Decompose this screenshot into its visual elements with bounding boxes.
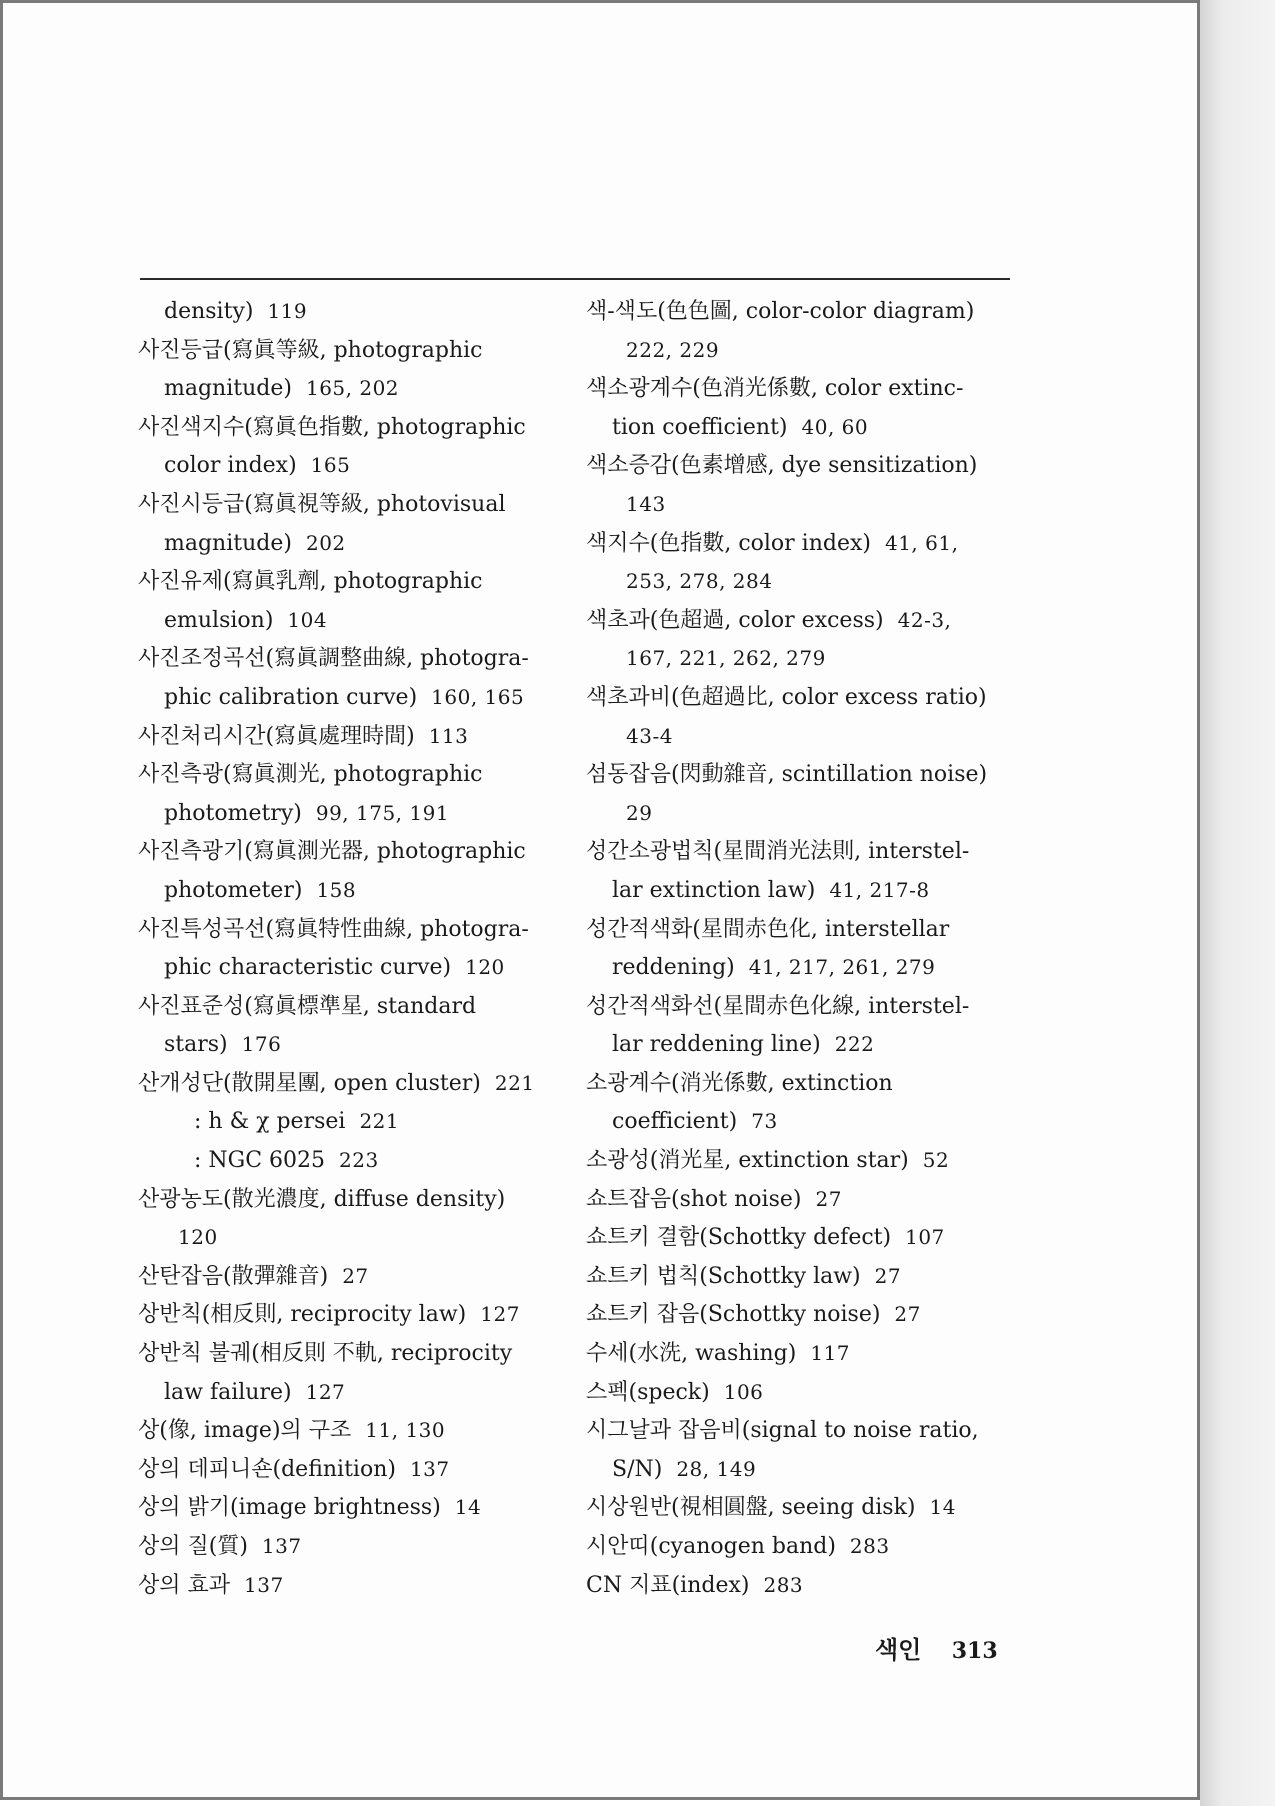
entry-term: 상반칙 불궤(相反則 不軌, reciprocity — [138, 1341, 513, 1367]
index-entry-line — [138, 369, 578, 408]
entry-pages: 14 — [454, 1495, 482, 1520]
entry-term: emulsion) — [164, 607, 274, 633]
index-entry-line — [138, 485, 578, 524]
index-entry-line — [138, 1450, 578, 1489]
entry-term: 산광농도(散光濃度, diffuse density) — [138, 1186, 506, 1212]
index-entry-line — [138, 948, 578, 987]
entry-term: : h & χ persei — [194, 1109, 346, 1135]
index-entry-line — [138, 910, 578, 949]
index-entry-line — [138, 292, 578, 331]
entry-term: 상의 효과 — [138, 1572, 231, 1598]
entry-pages: 143 — [626, 491, 666, 516]
index-entry-line — [138, 755, 578, 794]
index-entry-line — [138, 678, 578, 717]
entry-term: reddening) — [612, 955, 735, 981]
index-entry-line — [586, 1450, 1022, 1489]
entry-pages: 167, 221, 262, 279 — [626, 646, 826, 671]
entry-term: 시안띠(cyanogen band) — [586, 1534, 836, 1559]
entry-term: phic calibration curve) — [164, 684, 418, 710]
index-entry-line — [586, 1257, 1022, 1296]
entry-term: 사진표준성(寫眞標準星, standard — [138, 993, 477, 1019]
index-entry-line — [586, 331, 1022, 370]
index-entry-line — [138, 1218, 578, 1257]
entry-term: 시그날과 잡음비(signal to noise ratio, — [586, 1418, 979, 1444]
entry-pages: 113 — [428, 723, 469, 748]
index-entry-line — [586, 446, 1022, 485]
entry-term: 사진측광(寫眞測光, photographic — [138, 762, 483, 788]
entry-pages: 127 — [480, 1302, 520, 1327]
entry-pages: 160, 165 — [431, 684, 525, 709]
index-entry-line — [586, 1102, 1022, 1141]
index-entry-line — [586, 562, 1022, 601]
index-entry-line — [586, 1527, 1022, 1566]
index-entry-line — [138, 1411, 578, 1450]
entry-pages: 221 — [359, 1109, 400, 1134]
entry-pages: 11, 130 — [365, 1418, 446, 1443]
entry-term: : NGC 6025 — [194, 1148, 326, 1174]
entry-pages: 27 — [874, 1263, 902, 1288]
entry-term: 사진시등급(寫眞視等級, photovisual — [138, 491, 506, 517]
entry-pages: 165 — [310, 453, 351, 478]
entry-term: density) — [164, 299, 254, 324]
entry-term: coefficient) — [612, 1109, 738, 1135]
entry-term: 소광계수(消光係數, extinction — [586, 1070, 893, 1096]
entry-term: 성간소광법칙(星間消光法則, interstel- — [586, 839, 970, 865]
entry-pages: 120 — [178, 1225, 218, 1250]
entry-pages: 137 — [261, 1534, 302, 1558]
entry-term: 사진처리시간(寫眞處理時間) — [138, 723, 415, 749]
entry-term: 색초과비(色超過比, color excess ratio) — [586, 684, 987, 710]
entry-term: tion coefficient) — [612, 414, 788, 440]
entry-term: 수세(水洗, washing) — [586, 1341, 797, 1367]
entry-term: 상의 밝기(image brightness) — [138, 1495, 441, 1521]
entry-term: 색초과(色超過, color excess) — [586, 607, 884, 633]
entry-term: 사진특성곡선(寫眞特性曲線, photogra- — [138, 916, 529, 942]
index-entry-line — [138, 832, 578, 871]
index-entry-line — [586, 1373, 1022, 1412]
page-footer — [875, 1630, 998, 1665]
entry-term: 색-색도(色色圖, color-color diagram) — [586, 299, 975, 324]
index-entry-line — [586, 601, 1022, 640]
entry-term: 산탄잡음(散彈雜音) — [138, 1263, 329, 1289]
index-entry-line — [138, 1527, 578, 1566]
index-entry-line — [586, 832, 1022, 871]
entry-pages: 29 — [626, 800, 653, 825]
index-entry-line — [138, 1064, 578, 1103]
entry-term: 사진등급(寫眞等級, photographic — [138, 337, 483, 363]
entry-term: 색지수(色指數, color index) — [586, 530, 871, 556]
index-entry-line — [586, 369, 1022, 408]
entry-pages: 176 — [241, 1032, 282, 1057]
index-entry-line — [586, 948, 1022, 987]
index-entry-line — [138, 717, 578, 756]
entry-term: 쇼트키 법칙(Schottky law) — [586, 1263, 861, 1289]
index-entry-line — [138, 601, 578, 640]
entry-term: magnitude) — [164, 530, 292, 556]
entry-term: 스펙(speck) — [586, 1379, 710, 1405]
index-entry-line — [586, 1411, 1022, 1450]
entry-pages: 120 — [465, 955, 505, 980]
entry-pages: 27 — [342, 1263, 369, 1288]
entry-pages: 253, 278, 284 — [626, 569, 773, 594]
index-entry-line — [586, 871, 1022, 910]
index-entry-line — [138, 446, 578, 485]
index-entry-line — [586, 1141, 1022, 1180]
index-entry-line — [138, 408, 578, 447]
index-entry-line — [138, 871, 578, 910]
index-entry-line — [586, 1025, 1022, 1064]
entry-pages: 40, 60 — [801, 414, 869, 439]
index-entry-line — [586, 408, 1022, 447]
entry-pages: 127 — [305, 1379, 346, 1404]
entry-term: 사진조정곡선(寫眞調整曲線, photogra- — [138, 646, 529, 672]
index-entry-line — [138, 1373, 578, 1412]
entry-pages: 223 — [339, 1148, 379, 1173]
entry-term: color index) — [164, 453, 297, 479]
entry-term: 성간적색화(星間赤色化, interstellar — [586, 916, 950, 942]
entry-term: 쇼트키 잡음(Schottky noise) — [586, 1302, 881, 1328]
index-entry-line — [586, 794, 1022, 833]
entry-pages: 41, 217, 261, 279 — [748, 955, 936, 980]
entry-pages: 222 — [834, 1032, 875, 1057]
entry-term: lar extinction law) — [612, 877, 816, 903]
entry-term: 사진측광기(寫眞測光器, photographic — [138, 839, 526, 865]
entry-term: S/N) — [612, 1456, 663, 1482]
entry-term: 쇼트잡음(shot noise) — [586, 1186, 802, 1212]
entry-term: 색소광계수(色消光係數, color extinc- — [586, 376, 964, 402]
entry-pages: 158 — [316, 877, 357, 902]
index-entry-line — [586, 987, 1022, 1026]
entry-pages: 137 — [244, 1572, 284, 1597]
entry-term: 소광성(消光星, extinction star) — [586, 1148, 909, 1174]
index-column-right — [586, 292, 1022, 1604]
entry-pages: 202 — [305, 530, 346, 555]
index-entry-line — [138, 1025, 578, 1064]
index-entry-line — [586, 639, 1022, 678]
index-entry-line — [138, 1295, 578, 1334]
index-entry-line — [586, 1180, 1022, 1219]
entry-pages: 41, 217-8 — [829, 877, 930, 902]
entry-pages: 283 — [763, 1572, 804, 1597]
index-entry-line — [586, 1334, 1022, 1373]
entry-term: photometer) — [164, 877, 303, 903]
entry-term: 사진색지수(寫眞色指數, photographic — [138, 414, 526, 440]
entry-pages: 28, 149 — [676, 1456, 757, 1481]
index-entry-line — [586, 1218, 1022, 1257]
index-entry-line — [586, 292, 1022, 331]
index-entry-line — [138, 639, 578, 678]
entry-pages: 73 — [751, 1109, 778, 1134]
entry-term: phic characteristic curve) — [164, 955, 452, 981]
entry-pages: 27 — [894, 1302, 921, 1327]
entry-pages: 43-4 — [626, 723, 673, 748]
index-entry-line — [138, 1180, 578, 1219]
entry-pages: 27 — [815, 1186, 842, 1211]
entry-pages: 104 — [287, 607, 328, 632]
entry-term: 성간적색화선(星間赤色化線, interstel- — [586, 993, 970, 1019]
index-entry-line — [586, 524, 1022, 563]
entry-term: 사진유제(寫眞乳劑, photographic — [138, 569, 483, 595]
index-entry-line — [138, 1334, 578, 1373]
index-entry-line — [586, 910, 1022, 949]
index-entry-line — [138, 524, 578, 563]
entry-term: 쇼트키 결함(Schottky defect) — [586, 1225, 892, 1251]
page-number: 313 — [951, 1638, 998, 1664]
entry-term: 시상원반(視相圓盤, seeing disk) — [586, 1495, 916, 1521]
entry-pages: 165, 202 — [305, 376, 400, 401]
entry-term: 상반칙(相反則, reciprocity law) — [138, 1302, 467, 1328]
entry-pages: 222, 229 — [626, 337, 720, 362]
entry-pages: 119 — [267, 299, 308, 323]
index-entry-line — [586, 717, 1022, 756]
entry-term: magnitude) — [164, 376, 292, 402]
entry-term: photometry) — [164, 800, 302, 826]
entry-pages: 107 — [905, 1225, 945, 1250]
entry-term: law failure) — [164, 1379, 292, 1405]
entry-term: stars) — [164, 1032, 228, 1058]
entry-pages: 117 — [810, 1341, 851, 1366]
index-entry-line — [138, 987, 578, 1026]
header-rule — [140, 278, 1010, 280]
index-entry-line — [586, 1064, 1022, 1103]
entry-term: 상(像, image)의 구조 — [138, 1418, 352, 1444]
entry-term: 섬동잡음(閃動雜音, scintillation noise) — [586, 762, 988, 788]
index-entry-line — [138, 1257, 578, 1296]
index-entry-line — [586, 678, 1022, 717]
entry-term: lar reddening line) — [612, 1032, 821, 1058]
entry-term: 상의 질(質) — [138, 1534, 248, 1559]
entry-term: 색소증감(色素增感, dye sensitization) — [586, 453, 978, 479]
entry-pages: 106 — [723, 1379, 764, 1404]
entry-term: 산개성단(散開星團, open cluster) — [138, 1070, 481, 1096]
index-column-left — [138, 292, 578, 1604]
index-entry-line — [138, 562, 578, 601]
entry-pages: 283 — [849, 1534, 890, 1558]
index-entry-line — [586, 485, 1022, 524]
index-entry-line — [586, 1488, 1022, 1527]
entry-pages: 42-3, — [897, 607, 952, 632]
index-entry-line — [586, 755, 1022, 794]
footer-label: 색인 — [875, 1635, 922, 1664]
entry-term: CN 지표(index) — [586, 1572, 750, 1598]
index-entry-line — [138, 794, 578, 833]
index-entry-line — [138, 1566, 578, 1605]
entry-pages: 41, 61, — [884, 530, 959, 555]
index-entry-line — [138, 331, 578, 370]
index-entry-line — [586, 1566, 1022, 1605]
index-entry-line — [586, 1295, 1022, 1334]
entry-pages: 137 — [409, 1456, 450, 1481]
entry-pages: 221 — [494, 1070, 535, 1095]
entry-pages: 14 — [929, 1495, 956, 1520]
entry-pages: 99, 175, 191 — [315, 800, 450, 825]
entry-pages: 52 — [922, 1148, 950, 1173]
index-entry-line — [138, 1141, 578, 1180]
index-entry-line — [138, 1102, 578, 1141]
index-entry-line — [138, 1488, 578, 1527]
scan-edge-shadow — [1200, 0, 1275, 1806]
entry-term: 상의 데피니숀(definition) — [138, 1456, 396, 1482]
